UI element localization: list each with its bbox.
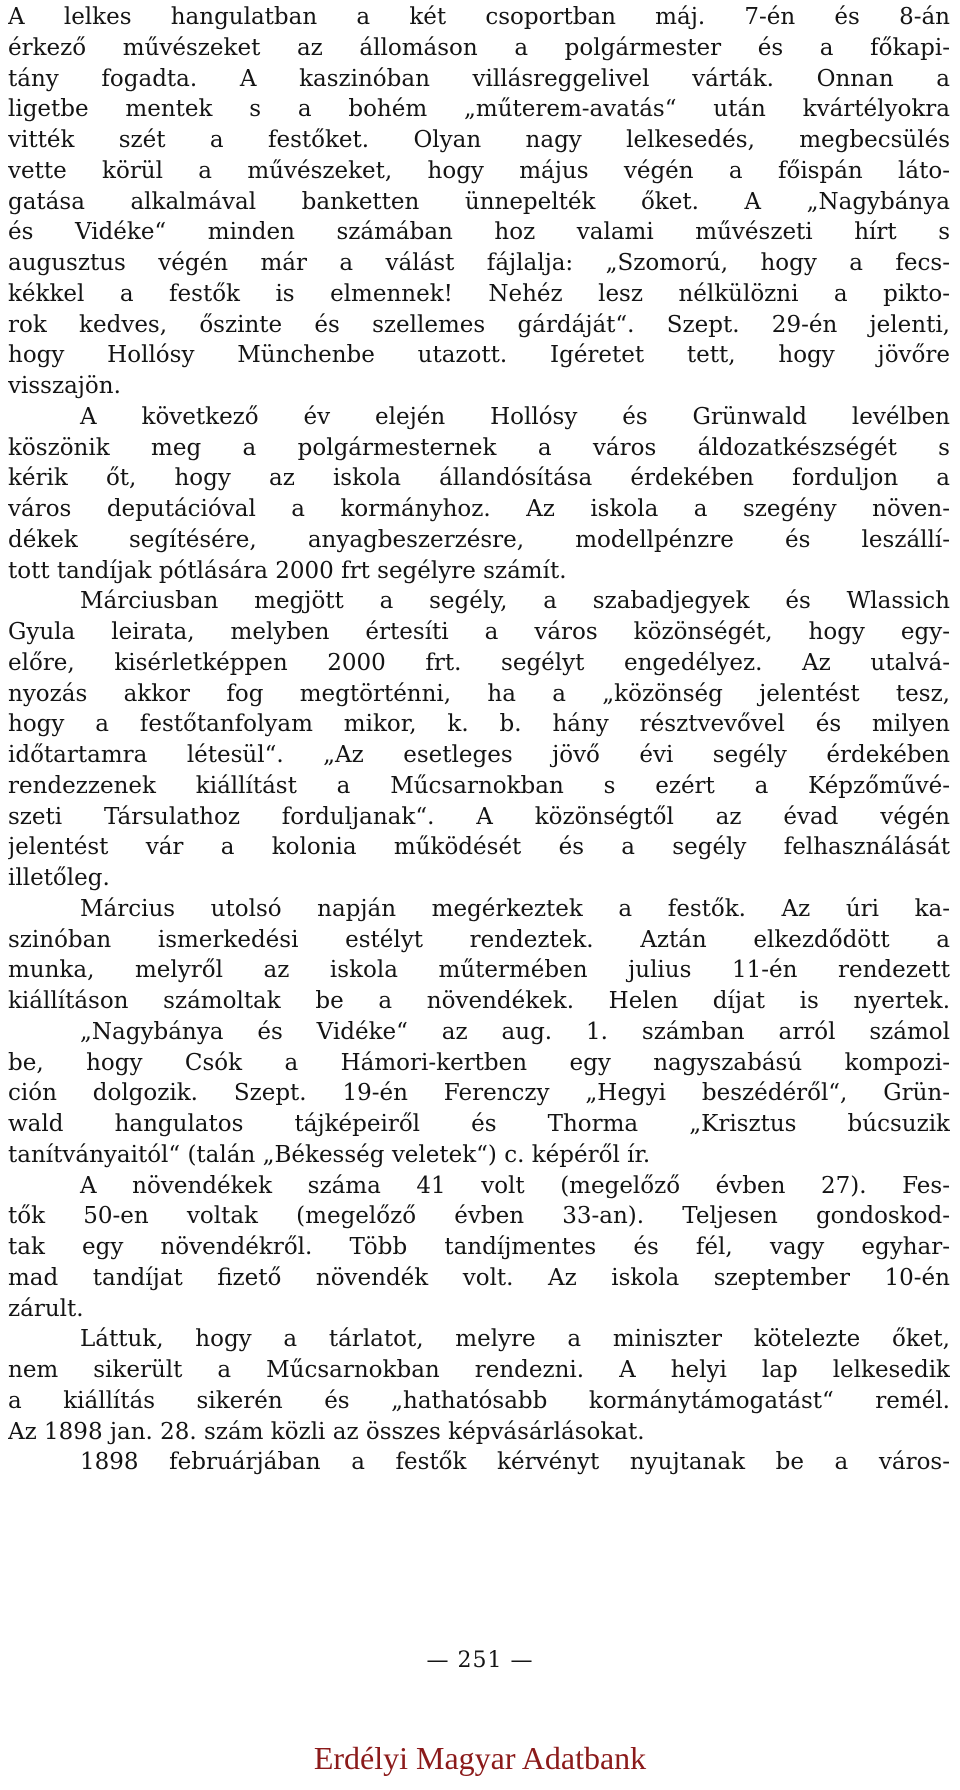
body-text	[8, 2, 950, 1478]
text-line: „Nagybánya és Vidéke“ az aug. 1. számban arról számol	[80, 1018, 950, 1045]
text-line: visszajön.	[8, 373, 121, 399]
text-line: szeti Társulathoz forduljanak“. A közönségtől az évad végén	[8, 803, 950, 830]
text-line: tők 50-en voltak (megelőző évben 33-an). Teljesen gondoskod-	[8, 1203, 950, 1230]
text-line: nem sikerült a Műcsarnokban rendezni. A helyi lap lelkesedik	[8, 1357, 950, 1383]
text-line: Az 1898 jan. 28. szám közli az összes képvásárlásokat.	[8, 1418, 645, 1445]
page-number: — 251 —	[426, 1648, 534, 1673]
text-line: vette körül a művészeket, hogy május végén a főispán láto-	[8, 157, 950, 184]
text-line: ligetbe mentek s a bohém „műterem-avatás“ után kvártélyokra	[8, 96, 950, 123]
text-line: jelentést vár a kolonia működését és a segély felhasználását	[8, 834, 950, 861]
text-line: zárult.	[8, 1295, 84, 1322]
text-line: ción dolgozik. Szept. 19-én Ferenczy „Hegyi beszédéről“, Grün-	[8, 1080, 950, 1107]
text-line: Márciusban megjött a segély, a szabadjegyek és Wlassich	[80, 588, 950, 615]
text-line: dékek segítésére, anyagbeszerzésre, modellpénzre és leszállí-	[8, 526, 950, 553]
text-line: gatása alkalmával banketten ünnepelték őket. A „Nagybánya	[8, 188, 950, 215]
text-line: Március utolsó napján megérkeztek a festők. Az úri ka-	[80, 895, 950, 922]
text-line: köszönik meg a polgármesternek a város áldozatkészségét s	[8, 434, 950, 461]
text-line: előre, kisérletképpen 2000 frt. segélyt engedélyez. Az utalvá-	[8, 649, 950, 676]
text-line: tanítványaitól“ (talán „Békesség veletek“) c. képéről ír.	[8, 1141, 651, 1168]
text-line: város deputációval a kormányhoz. Az iskola a szegény növen-	[8, 496, 950, 522]
text-line: a kiállítás sikerén és „hathatósabb kormánytámogatást“ remél.	[8, 1387, 950, 1414]
text-line: tott tandíjak pótlására 2000 frt segélyre számít.	[8, 557, 567, 584]
text-line: A növendékek száma 41 volt (megelőző évben 27). Fes-	[80, 1172, 950, 1199]
text-line: 1898 februárjában a festők kérvényt nyujtanak be a város-	[80, 1449, 950, 1476]
text-line: illetőleg.	[8, 865, 110, 891]
text-line: Gyula leirata, melyben értesíti a város közönségét, hogy egy-	[8, 619, 950, 645]
text-line: kiállításon számoltak be a növendékek. Helen díjat is nyertek.	[8, 988, 950, 1014]
text-line: időtartamra létesül“. „Az esetleges jövő évi segély érdekében	[8, 742, 950, 768]
watermark: Erdélyi Magyar Adatbank	[313, 1740, 647, 1776]
text-line: wald hangulatos tájképeiről és Thorma „Krisztus búcsuzik	[8, 1111, 950, 1137]
text-line: nyozás akkor fog megtörténni, ha a „közönség jelentést tesz,	[8, 680, 950, 707]
text-line: munka, melyről az iskola műtermében julius 11-én rendezett	[8, 957, 950, 984]
text-line: érkező művészeket az állomáson a polgármester és a főkapi-	[8, 34, 950, 61]
text-line: tány fogadta. A kaszinóban villásreggelivel várták. Onnan a	[8, 65, 950, 92]
text-line: be, hogy Csók a Hámori-kertben egy nagyszabású kompozi-	[8, 1049, 950, 1076]
text-line: A lelkes hangulatban a két csoportban máj. 7-én és 8-án	[8, 4, 950, 30]
text-line: rendezzenek kiállítást a Műcsarnokban s ezért a Képzőművé-	[8, 772, 950, 799]
text-line: kékkel a festők is elmennek! Nehéz lesz nélkülözni a pikto-	[8, 280, 950, 307]
text-line: szinóban ismerkedési estélyt rendeztek. Aztán elkezdődött a	[8, 926, 950, 953]
text-line: és Vidéke“ minden számában hoz valami művészeti hírt s	[8, 219, 950, 246]
text-line: A következő év elején Hollósy és Grünwald levélben	[80, 403, 950, 430]
text-line: mad tandíjat fizető növendék volt. Az iskola szeptember 10-én	[8, 1264, 950, 1291]
text-line: hogy Hollósy Münchenbe utazott. Igéretet tett, hogy jövőre	[8, 342, 950, 369]
text-line: kérik őt, hogy az iskola állandósítása érdekében forduljon a	[8, 465, 950, 492]
text-line: vitték szét a festőket. Olyan nagy lelkesedés, megbecsülés	[8, 127, 950, 153]
text-line: augusztus végén már a válást fájlalja: „Szomorú, hogy a fecs-	[8, 250, 950, 276]
text-line: hogy a festőtanfolyam mikor, k. b. hány résztvevővel és milyen	[8, 711, 950, 738]
text-line: tak egy növendékről. Több tandíjmentes és fél, vagy egyhar-	[8, 1234, 950, 1260]
text-line: rok kedves, őszinte és szellemes gárdáját“. Szept. 29-én jelenti,	[8, 311, 950, 338]
text-line: Láttuk, hogy a tárlatot, melyre a miniszter kötelezte őket,	[80, 1326, 950, 1353]
